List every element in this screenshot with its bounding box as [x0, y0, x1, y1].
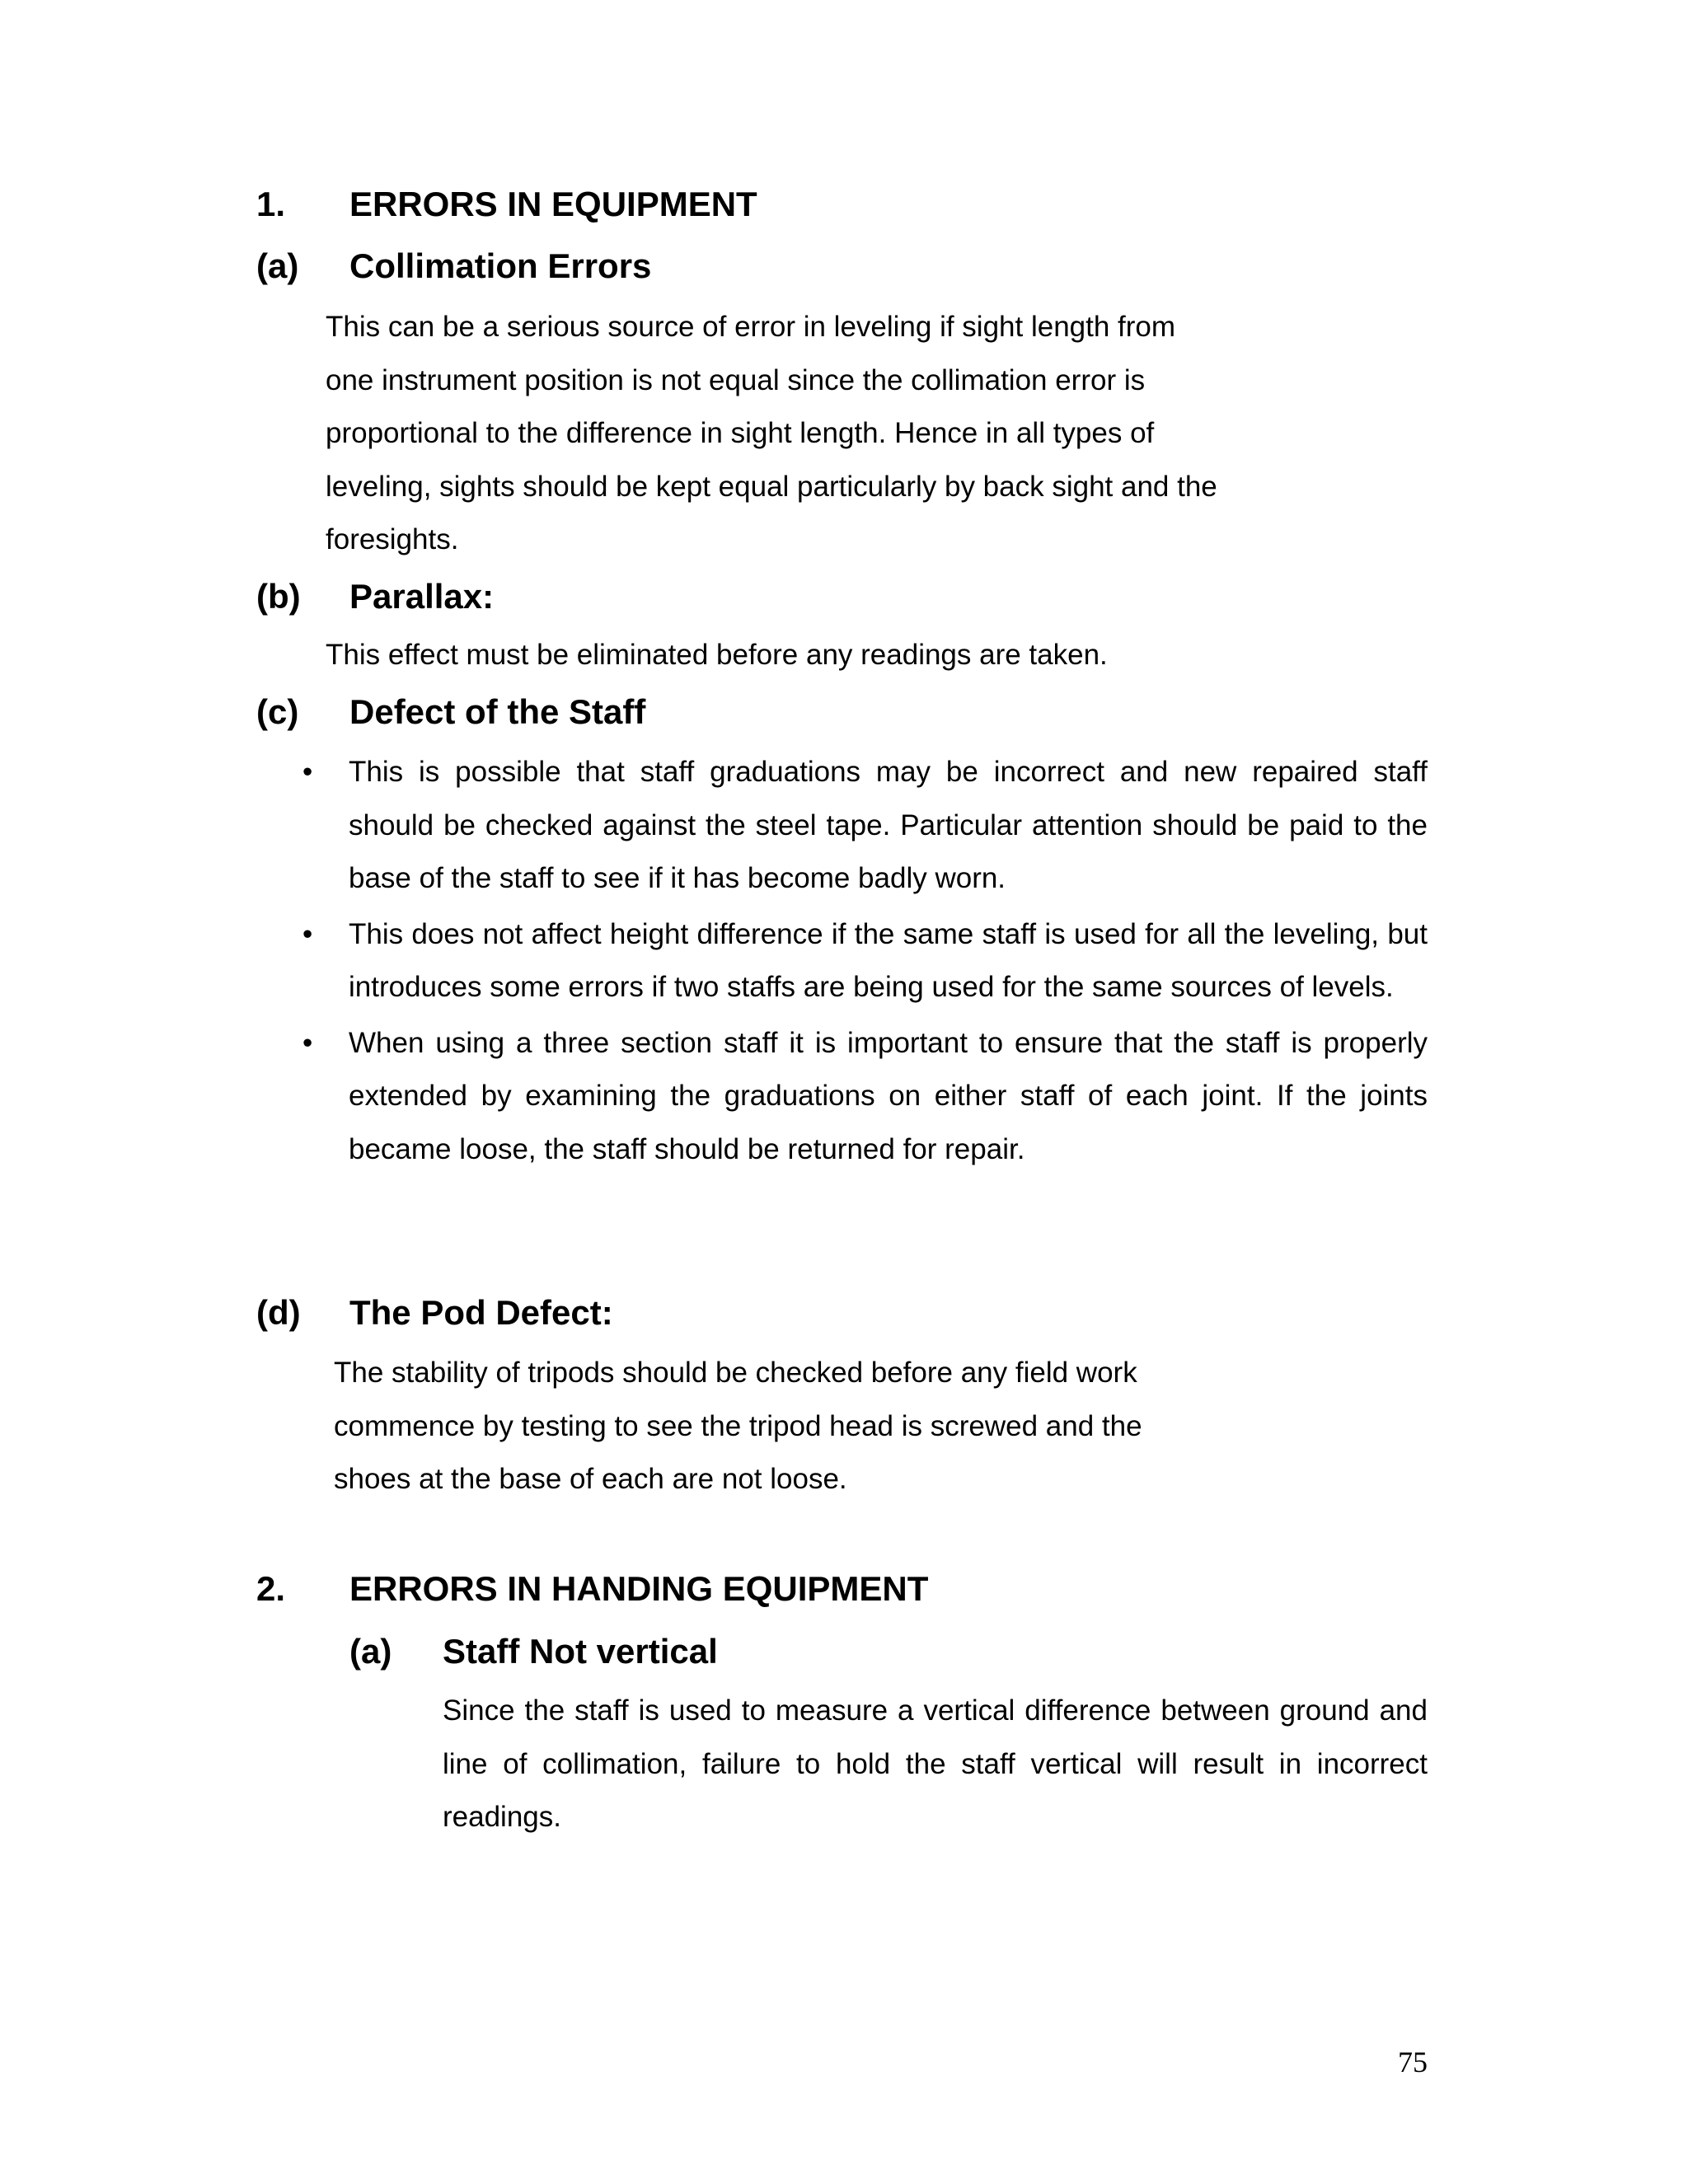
page-number: 75: [1398, 2046, 1428, 2079]
section-1c-title: Defect of the Staff: [349, 692, 646, 731]
bullet-icon: •: [302, 917, 313, 950]
paragraph-line: The stability of tripods should be checked before any field work: [334, 1357, 1137, 1389]
bullet-icon: •: [302, 756, 313, 788]
list-item-text: This is possible that staff graduations may be incorrect and new repaired staff should be checked against the steel tape. Particular attention should be paid to the base of the staff to see if it has become badly worn.: [349, 756, 1428, 894]
section-1c-label: (c): [256, 692, 299, 731]
pod-defect-paragraph: [334, 1347, 1142, 1507]
paragraph-line: shoes at the base of each are not loose.: [334, 1463, 847, 1495]
section-1-number: 1.: [256, 185, 286, 223]
paragraph-line: one instrument position is not equal since the collimation error is: [326, 363, 1146, 396]
list-item-text: When using a three section staff it is important to ensure that the staff is properly extended by examining the graduations on either staff of each joint. If the joints became loose, the staff should be returned for repair.: [349, 1026, 1428, 1165]
parallax-paragraph: [326, 629, 1108, 682]
paragraph-line: This can be a serious source of error in leveling if sight length from: [326, 311, 1176, 343]
section-2a-label: (a): [349, 1632, 392, 1671]
section-1-title: ERRORS IN EQUIPMENT: [349, 185, 757, 223]
staff-defect-bullet-list: [302, 746, 1428, 1176]
list-item: [302, 908, 1428, 1015]
section-1a-title: Collimation Errors: [349, 246, 652, 285]
section-2a-title: Staff Not vertical: [443, 1632, 718, 1671]
paragraph-line: foresights.: [326, 523, 459, 555]
bullet-icon: •: [302, 1026, 313, 1059]
section-1d-title: The Pod Defect:: [349, 1293, 613, 1332]
collimation-errors-paragraph: [326, 301, 1217, 567]
section-1a-label: (a): [256, 246, 299, 285]
section-1d-label: (d): [256, 1293, 301, 1332]
section-2-title: ERRORS IN HANDING EQUIPMENT: [349, 1569, 929, 1608]
section-1b-label: (b): [256, 577, 301, 616]
section-1b-title: Parallax:: [349, 577, 495, 616]
list-item: [302, 1017, 1428, 1177]
paragraph-line: commence by testing to see the tripod head is screwed and the: [334, 1409, 1142, 1442]
list-item: [302, 746, 1428, 906]
staff-not-vertical-paragraph: Since the staff is used to measure a vertical difference between ground and line of collimation, failure to hold the staff vertical will result in incorrect readings.: [443, 1694, 1428, 1833]
paragraph-line: proportional to the difference in sight length. Hence in all types of: [326, 417, 1155, 449]
list-item-text: This does not affect height difference if the same staff is used for all the leveling, but introduces some errors if two staffs are being used for the same sources of levels.: [349, 917, 1428, 1003]
paragraph-line: leveling, sights should be kept equal particularly by back sight and the: [326, 470, 1217, 503]
section-2-number: 2.: [256, 1569, 286, 1608]
paragraph-line: This effect must be eliminated before any readings are taken.: [326, 639, 1108, 671]
